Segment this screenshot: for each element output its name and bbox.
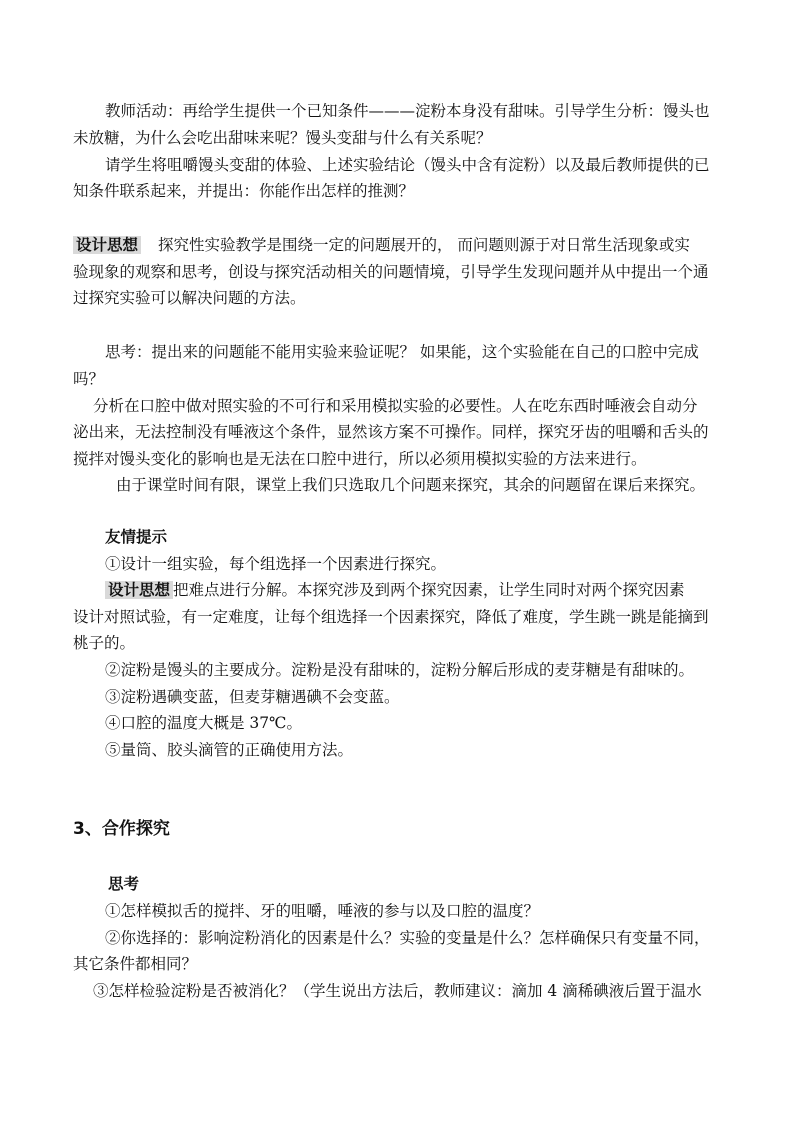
paragraph-teacher-activity-line1: 教师活动：再给学生提供一个已知条件———淀粉本身没有甜味。引导学生分析：馒头也 [105,102,710,120]
think-2-title: 思考 [108,875,140,893]
tip-3: ③淀粉遇碘变蓝，但麦芽糖遇碘不会变蓝。 [105,688,400,706]
question-2-line2: 其它条件都相同？ [73,955,198,973]
tips-title: 友情提示 [105,528,168,546]
design-idea-label: 设计思想 [73,236,141,254]
paragraph-teacher-activity-line2: 未放糖，为什么会吃出甜味来呢？馒头变甜与什么有关系呢？ [73,129,492,147]
tip-5: ⑤量筒、胶头滴管的正确使用方法。 [105,741,354,759]
design-idea-2-line2: 设计对照试验，有一定难度，让每个组选择一个因素探究，降低了难度，学生跳一跳是能摘到 [73,608,709,626]
paragraph-student-task-line2: 知条件联系起来，并提出：你能作出怎样的推测？ [73,182,415,200]
section-3-heading: 3、合作探究 [73,819,170,839]
paragraph-student-task-line1: 请学生将咀嚼馒头变甜的体验、上述实验结论（馒头中含有淀粉）以及最后教师提供的已 [105,156,710,174]
design-idea-1-line2: 验现象的观察和思考，创设与探究活动相关的问题情境，引导学生发现问题并从中提出一个通 [73,263,709,281]
design-idea-1-line3: 过探究实验可以解决问题的方法。 [73,289,306,307]
tip-1: ①设计一组实验，每个组选择一个因素进行探究。 [105,555,447,573]
analysis-line3: 搅拌对馒头变化的影响也是无法在口腔中进行，所以必须用模拟实验的方法来进行。 [73,450,647,468]
think-1-line2: 吗？ [73,370,105,388]
analysis-line1: 分析在口腔中做对照实验的不可行和采用模拟实验的必要性。人在吃东西时唾液会自动分 [93,397,698,415]
time-limit-line: 由于课堂时间有限，课堂上我们只选取几个问题来探究，其余的问题留在课后来探究。 [116,476,706,494]
design-idea-2-text: 把难点进行分解。本探究涉及到两个探究因素，让学生同时对两个探究因素 [173,581,685,599]
design-idea-2-line3: 桃子的。 [73,634,136,652]
analysis-line2: 泌出来，无法控制没有唾液这个条件，显然该方案不可操作。同样，探究牙齿的咀嚼和舌头的 [73,423,709,441]
design-idea-2-line1 [105,579,685,601]
think-1-line1: 思考：提出来的问题能不能用实验来验证呢？ 如果能，这个实验能在自己的口腔中完成 [105,343,699,361]
design-idea-label: 设计思想 [105,581,173,599]
design-idea-1-line1 [73,234,690,256]
tip-2: ②淀粉是馒头的主要成分。淀粉是没有甜味的，淀粉分解后形成的麦芽糖是有甜味的。 [105,661,695,679]
tip-4: ④口腔的温度大概是 37℃。 [105,714,302,732]
design-idea-1-text: 探究性实验教学是围绕一定的问题展开的， 而问题则源于对日常生活现象或实 [157,236,690,254]
question-1: ①怎样模拟舌的搅拌、牙的咀嚼，唾液的参与以及口腔的温度？ [105,902,540,920]
question-3-line1: ③怎样检验淀粉是否被消化？（学生说出方法后，教师建议：滴加 4 滴稀碘液后置于温水 [93,982,702,1000]
question-2-line1: ②你选择的：影响淀粉消化的因素是什么？实验的变量是什么？怎样确保只有变量不同， [105,929,710,947]
